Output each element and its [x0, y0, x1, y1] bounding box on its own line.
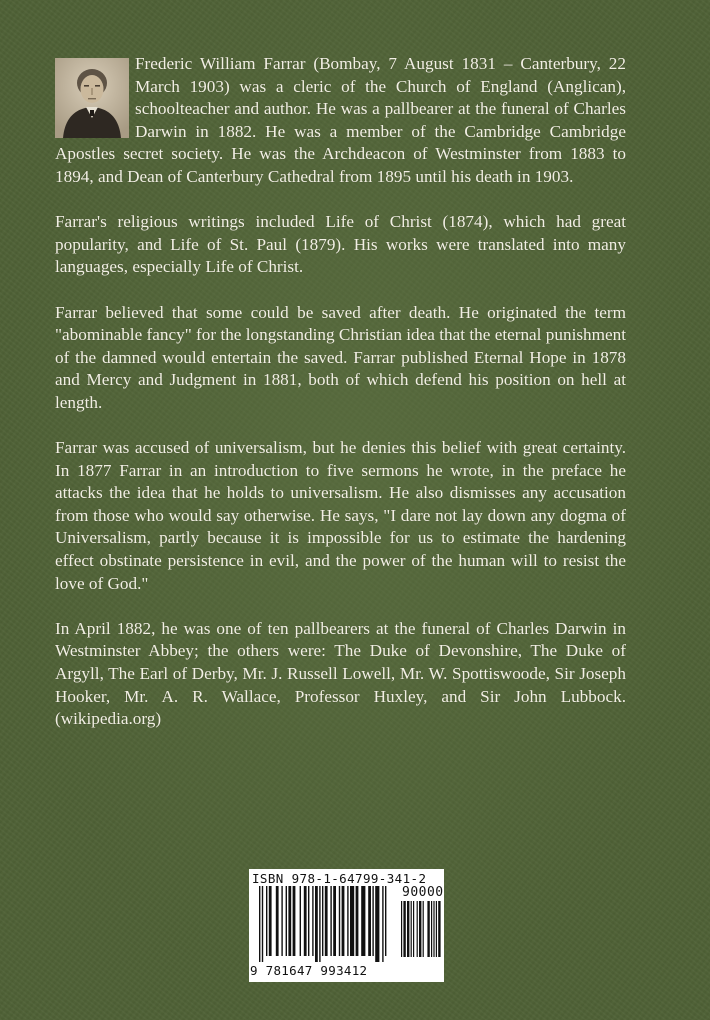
barcode-bar — [262, 886, 263, 962]
paragraph-2: Farrar's religious writings included Life of Christ (1874), which had great popularity, and Life of St. Paul (1879). His works were translated into many languages, especially Life of Christ. — [55, 212, 626, 277]
barcode-bar — [319, 886, 320, 962]
paragraph-3: Farrar believed that some could be saved after death. He originated the term "abominable fancy" for the longstanding Christian idea that the eternal punishment of the damned would entertain the saved. Farrar published Eternal Hope in 1878 and Mercy and Judgment in 1881, both of which defend his position on hell at length. — [55, 302, 626, 412]
barcode-bar — [276, 886, 279, 956]
barcode-bar — [411, 901, 412, 957]
barcode-bar — [308, 886, 309, 956]
barcode-bar — [433, 901, 434, 957]
barcode-bar — [436, 901, 437, 957]
barcode-bar — [315, 886, 318, 962]
barcode-bar — [431, 901, 432, 957]
barcode-bar — [304, 886, 307, 956]
barcode-bar — [322, 886, 323, 956]
barcode-bar — [423, 901, 424, 957]
barcode-bar — [286, 886, 287, 956]
barcode-bar — [419, 901, 421, 957]
barcode-bar — [417, 901, 418, 957]
barcode-bar — [339, 886, 340, 956]
barcode-bar — [347, 886, 348, 956]
barcode-bar — [325, 886, 328, 956]
isbn-label: ISBN 978-1-64799-341-2 — [252, 871, 427, 886]
price-code: 90000 — [402, 885, 444, 900]
barcode-bar — [266, 886, 267, 956]
barcode-bar — [269, 886, 272, 956]
barcode-bar — [438, 901, 440, 957]
barcode-digits: 9 781647 993412 — [250, 963, 368, 978]
barcode-bar — [300, 886, 301, 956]
barcode-bar — [293, 886, 296, 956]
barcode-bar — [312, 886, 313, 956]
barcode-bar — [375, 886, 379, 962]
paragraph-1: Frederic William Farrar (Bombay, 7 August 1831 – Canterbury, 22 March 1903) was a cleric of the Church of England (Anglican), schoolteacher and author. He was a pallbearer at the funeral of Charles Darwin in 1882. He was a member of the Cambridge Cambridge Apostles secret society. He was the Archdeacon of Westminster from 1883 to 1894, and Dean of Canterbury Cathedral from 1895 until his death in 1903. — [55, 54, 626, 186]
isbn-barcode — [249, 869, 444, 982]
barcode-bar — [281, 886, 282, 956]
barcode-bar — [407, 901, 409, 957]
barcode-bar — [356, 886, 359, 956]
ean13-bars — [259, 886, 393, 966]
addon-bars — [401, 901, 441, 961]
barcode-bar — [368, 886, 371, 956]
barcode-bar — [259, 886, 260, 962]
barcode-bar — [413, 901, 414, 957]
barcode-bar — [333, 886, 336, 956]
paragraph-4: Farrar was accused of universalism, but he denies this belief with great certainty. In 1877 Farrar in an introduction to five sermons he wrote, in the preface he attacks the idea that he holds to universalism. He also dismisses any accusation from those who would say otherwise. He says, "I dare not lay down any dogma of Universalism, partly because it is impossible for us to estimate the hardening effect obstinate persistence in evil, and the power of the human will to resist the love of God." — [55, 438, 626, 593]
paragraph-5: In April 1882, he was one of ten pallbearers at the funeral of Charles Darwin in Westminster Abbey; the others were: The Duke of Devonshire, The Duke of Argyll, The Earl of Derby, Mr. J. Russell Lowell, Mr. W. Spottiswoode, Sir Joseph Hooker, Mr. A. R. Wallace, Professor Huxley, and Sir John Lubbock. (wikipedia.org) — [55, 618, 626, 729]
barcode-bar — [342, 886, 345, 956]
barcode-bar — [361, 886, 365, 956]
barcode-bar — [403, 901, 405, 957]
barcode-bar — [382, 886, 383, 962]
barcode-bar — [385, 886, 386, 956]
barcode-bar — [401, 901, 402, 957]
barcode-bar — [372, 886, 373, 956]
author-portrait-image — [55, 58, 129, 138]
barcode-bar — [350, 886, 354, 956]
description-text — [55, 53, 626, 753]
barcode-bar — [330, 886, 331, 956]
barcode-bar — [288, 886, 291, 956]
barcode-bar — [427, 901, 429, 957]
